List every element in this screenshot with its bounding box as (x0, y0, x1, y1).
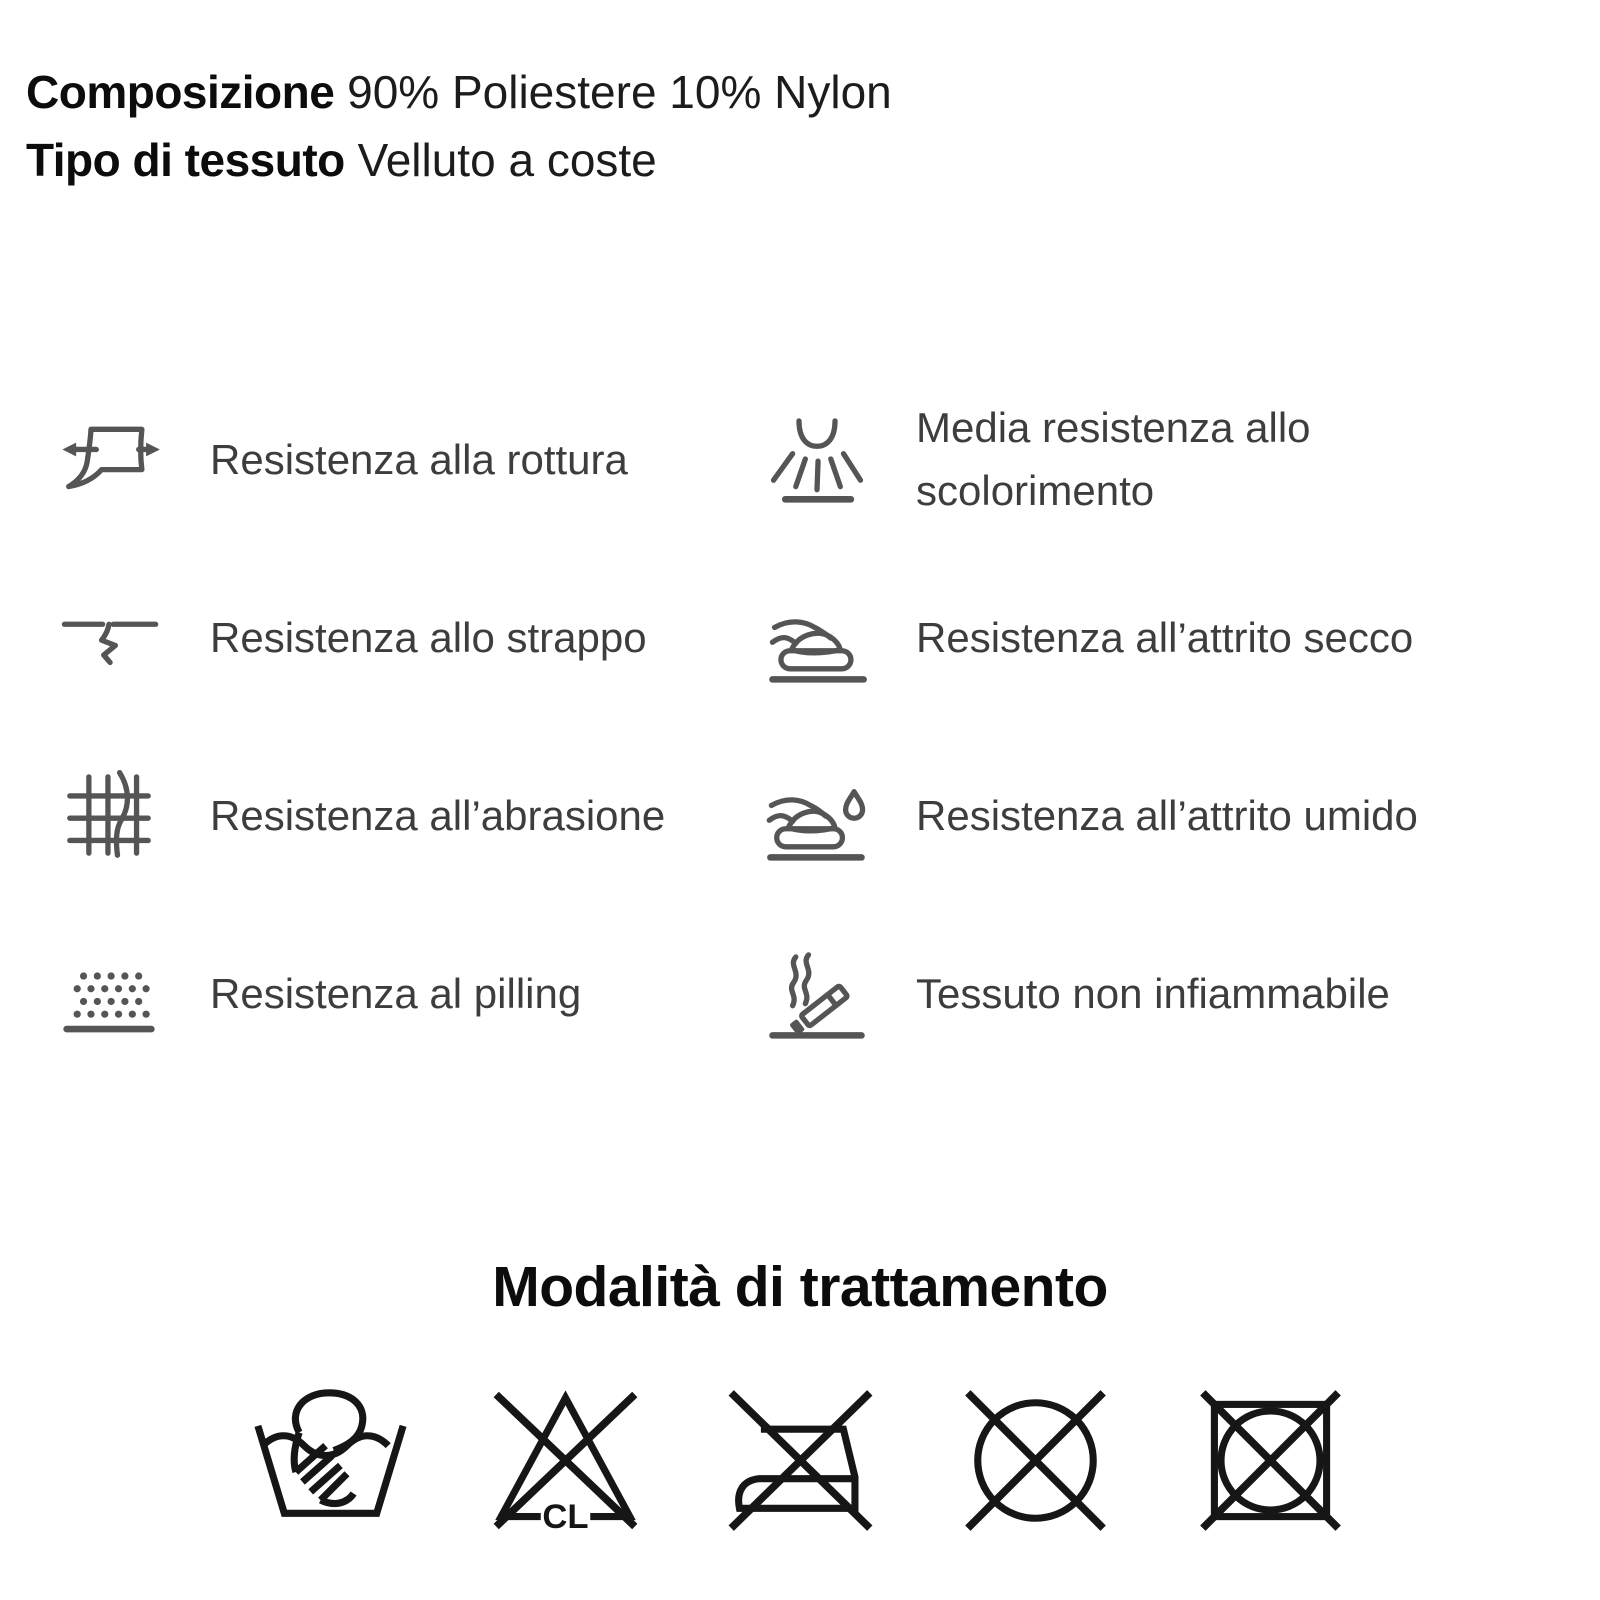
do-not-tumble-dry-icon (1188, 1378, 1353, 1543)
property-item (0, 904, 734, 1082)
cigarette-smoke-icon (764, 940, 870, 1046)
weave-abrasion-grid-icon (56, 762, 162, 868)
do-not-bleach-icon (483, 1378, 648, 1543)
property-label: Tessuto non infiammabile (916, 969, 1390, 1017)
property-label: Resistenza al pilling (210, 969, 582, 1017)
hand-wash-icon (248, 1378, 413, 1543)
fabric-type-label: Tipo di tessuto (26, 134, 345, 187)
property-label: Resistenza all’attrito umido (916, 791, 1418, 839)
property-label: Resistenza all’abrasione (210, 791, 666, 839)
property-label: Resistenza alla rottura (210, 435, 628, 483)
property-label: Resistenza allo strappo (210, 613, 647, 661)
property-item (0, 370, 734, 548)
composition-line (26, 58, 1600, 126)
property-item (0, 726, 734, 904)
property-item (734, 726, 1600, 904)
fabric-type-line (26, 126, 1600, 194)
do-not-dry-clean-icon (953, 1378, 1118, 1543)
property-label: Resistenza all’attrito secco (916, 613, 1414, 661)
care-symbols-row (0, 1378, 1600, 1543)
fabric-properties-grid (0, 370, 1600, 1082)
composition-label: Composizione (26, 66, 335, 118)
pilling-dots-icon (56, 940, 162, 1046)
property-label: Media resistenza allo scolorimento (916, 404, 1311, 515)
hand-rub-dry-icon (764, 584, 870, 690)
do-not-iron-icon (718, 1378, 883, 1543)
property-item (0, 548, 734, 726)
sun-fading-icon (764, 406, 870, 512)
bleach-cl-label: CL (541, 1498, 589, 1537)
composition-value: 90% Poliestere 10% Nylon (347, 66, 892, 118)
property-item (734, 548, 1600, 726)
property-item (734, 370, 1600, 548)
fabric-tear-icon (56, 584, 162, 690)
fabric-stretch-arrows-icon (56, 406, 162, 512)
fabric-type-value: Velluto a coste (357, 134, 657, 187)
hand-rub-wet-icon (764, 762, 870, 868)
treatment-title: Modalità di trattamento (492, 1255, 1108, 1320)
fabric-specs (26, 58, 1600, 194)
property-item (734, 904, 1600, 1082)
